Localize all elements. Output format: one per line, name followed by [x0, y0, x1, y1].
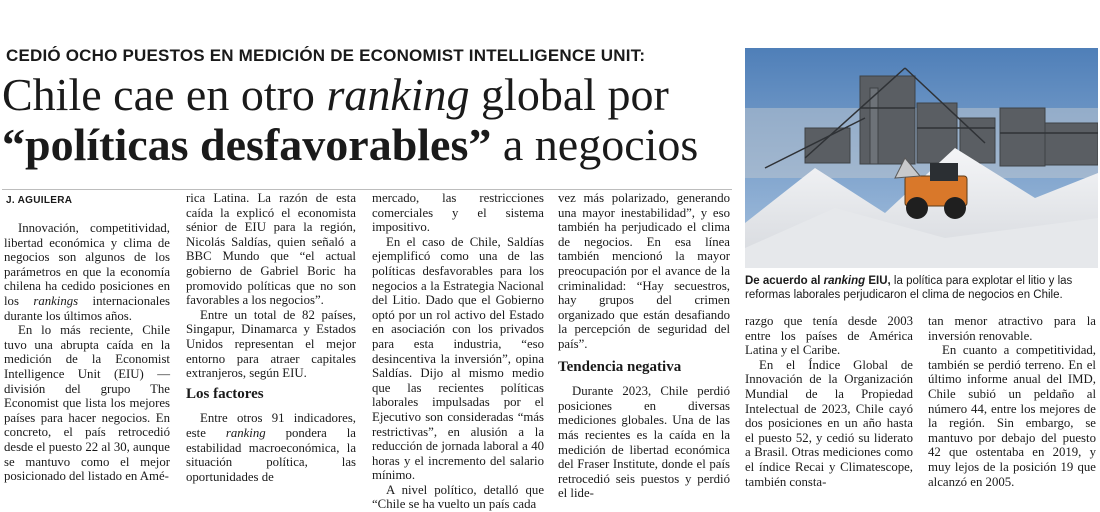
text-column-3 [372, 191, 544, 512]
photo-caption [745, 274, 1095, 302]
paragraph: vez más polarizado, generando una mayor inestabilidad”, y eso también ha perjudicado el clima de negocios. En esa línea también mencionó la mayor preocupación por el avance de la criminalidad: “Hay secuestros, hay grupos del crimen organizado que están desafiando la percepción de seguridad del país”. [558, 191, 730, 351]
paragraph: rica Latina. La razón de esta caída la explicó el economista sénior de EIU para la región, Nicolás Saldías, quien señaló a BBC Mundo que “el actual gobierno de Gabriel Boric ha promovido políticas que no son favorables a los negocios”. [186, 191, 356, 308]
text-run: internacionales durante los últimos años. [4, 293, 170, 323]
paragraph: Entre un total de 82 países, Singapur, Dinamarca y Estados Unidos representan el mejor entorno para atraer capitales extranjeros, según EIU. [186, 307, 356, 381]
text-run: Entre otros 91 indicadores, este [186, 411, 356, 440]
caption-lead [745, 275, 891, 287]
article-headline [2, 70, 732, 170]
subheading: Los factores [186, 385, 264, 402]
text-column-1 [4, 221, 170, 484]
paragraph: En el caso de Chile, Saldías ejemplificó como una de las políticas desfavorables para los negocios a la Estrategia Nacional del Litio. Dado que el Gobierno optó por un rol activo del Estado en asociación con los privados para esta industria, “eso desincentiva la inversión”, opina Saldías. Dijo al mismo medio que las recientes políticas laborales impulsadas por el Ejecutivo son consideradas “más restrictivas”, en alusión a la reducción de jornada laboral a 40 horas y el incremento del salario mínimo. [372, 234, 544, 483]
paragraph: En cuanto a competitividad, también se perdió terreno. En el último informe anual del IMD, Chile subió un peldaño al número 44, entre los mejores de la región. Sin embargo, se mantuvo por debajo del puesto 42 que ostentaba en 2019, y muy lejos de la posición 19 que alcanzó en 2005. [928, 343, 1096, 489]
text-run: EIU, [865, 275, 891, 287]
headline-text: global por [469, 69, 669, 120]
paragraph: En lo más reciente, Chile tuvo una abrupta caída en la medición de la Economist Intelligence Unit (EIU) —división del grupo The Economist que lista los mejores países para hacer negocios. En concreto, el país retrocedió desde el puesto 22 al 30, aunque se mantuvo como el mejor posicionado del listado en Amé- [4, 323, 170, 484]
headline-italic-word: ranking [326, 69, 470, 120]
italic-run: rankings [33, 293, 79, 308]
text-run: pondera la estabilidad macroeconómica, la situación política, las oportunidades de [186, 425, 356, 484]
paragraph: A nivel político, detalló que “Chile se ha vuelto un país cada [372, 482, 544, 512]
headline-text: a negocios [491, 119, 699, 170]
paragraph: Durante 2023, Chile perdió posiciones en diversas mediciones globales. Una de las más recientes es la caída en la medición de libertad económica del Fraser Institute, donde el país retrocedió seis puestos y perdió el lide- [558, 384, 730, 501]
text-run: De acuerdo al [745, 275, 824, 287]
paragraph: tan menor atractivo para la inversión renovable. [928, 314, 1096, 343]
text-column-6 [928, 314, 1096, 489]
paragraph: En el Índice Global de Innovación de la Organización Mundial de la Propiedad Intelectual de 2023, Chile cayó dos posiciones en un año hasta el puesto 52, y cedió su liderato a Brasil. Otras mediciones como el índice Recai y Climatescope, también consta- [745, 357, 913, 489]
italic-run: ranking [225, 425, 266, 440]
headline-divider [2, 189, 732, 190]
headline-text: Chile cae en otro [2, 69, 327, 120]
paragraph [4, 221, 170, 323]
article-byline: J. AGUILERA [6, 195, 73, 206]
subheading: Tendencia negativa [558, 358, 682, 375]
lithium-plant-photo [745, 48, 1098, 268]
text-column-2 [186, 191, 356, 484]
text-column-4 [558, 191, 730, 501]
headline-bold-phrase: “políticas desfavorables” [2, 119, 492, 170]
headline-line-2 [2, 120, 732, 170]
paragraph: razgo que tenía desde 2003 entre los países de América Latina y el Caribe. [745, 314, 913, 358]
article-kicker: CEDIÓ OCHO PUESTOS EN MEDICIÓN DE ECONOMIST INTELLIGENCE UNIT: [6, 46, 646, 65]
caption-body: la política para explotar el litio y las reformas laborales perjudicaron el clima de negocios en Chile. [745, 275, 1073, 301]
headline-line-1 [2, 70, 732, 120]
paragraph [186, 411, 356, 484]
italic-run: ranking [823, 275, 866, 287]
paragraph: mercado, las restricciones comerciales y el sistema impositivo. [372, 191, 544, 235]
text-column-5 [745, 314, 913, 489]
photo-illustration [745, 48, 1098, 268]
text-run: Innovación, competitividad, libertad económica y clima de negocios son algunos de los parámetros en que la economía chilena ha cedido posiciones en los [4, 221, 170, 308]
